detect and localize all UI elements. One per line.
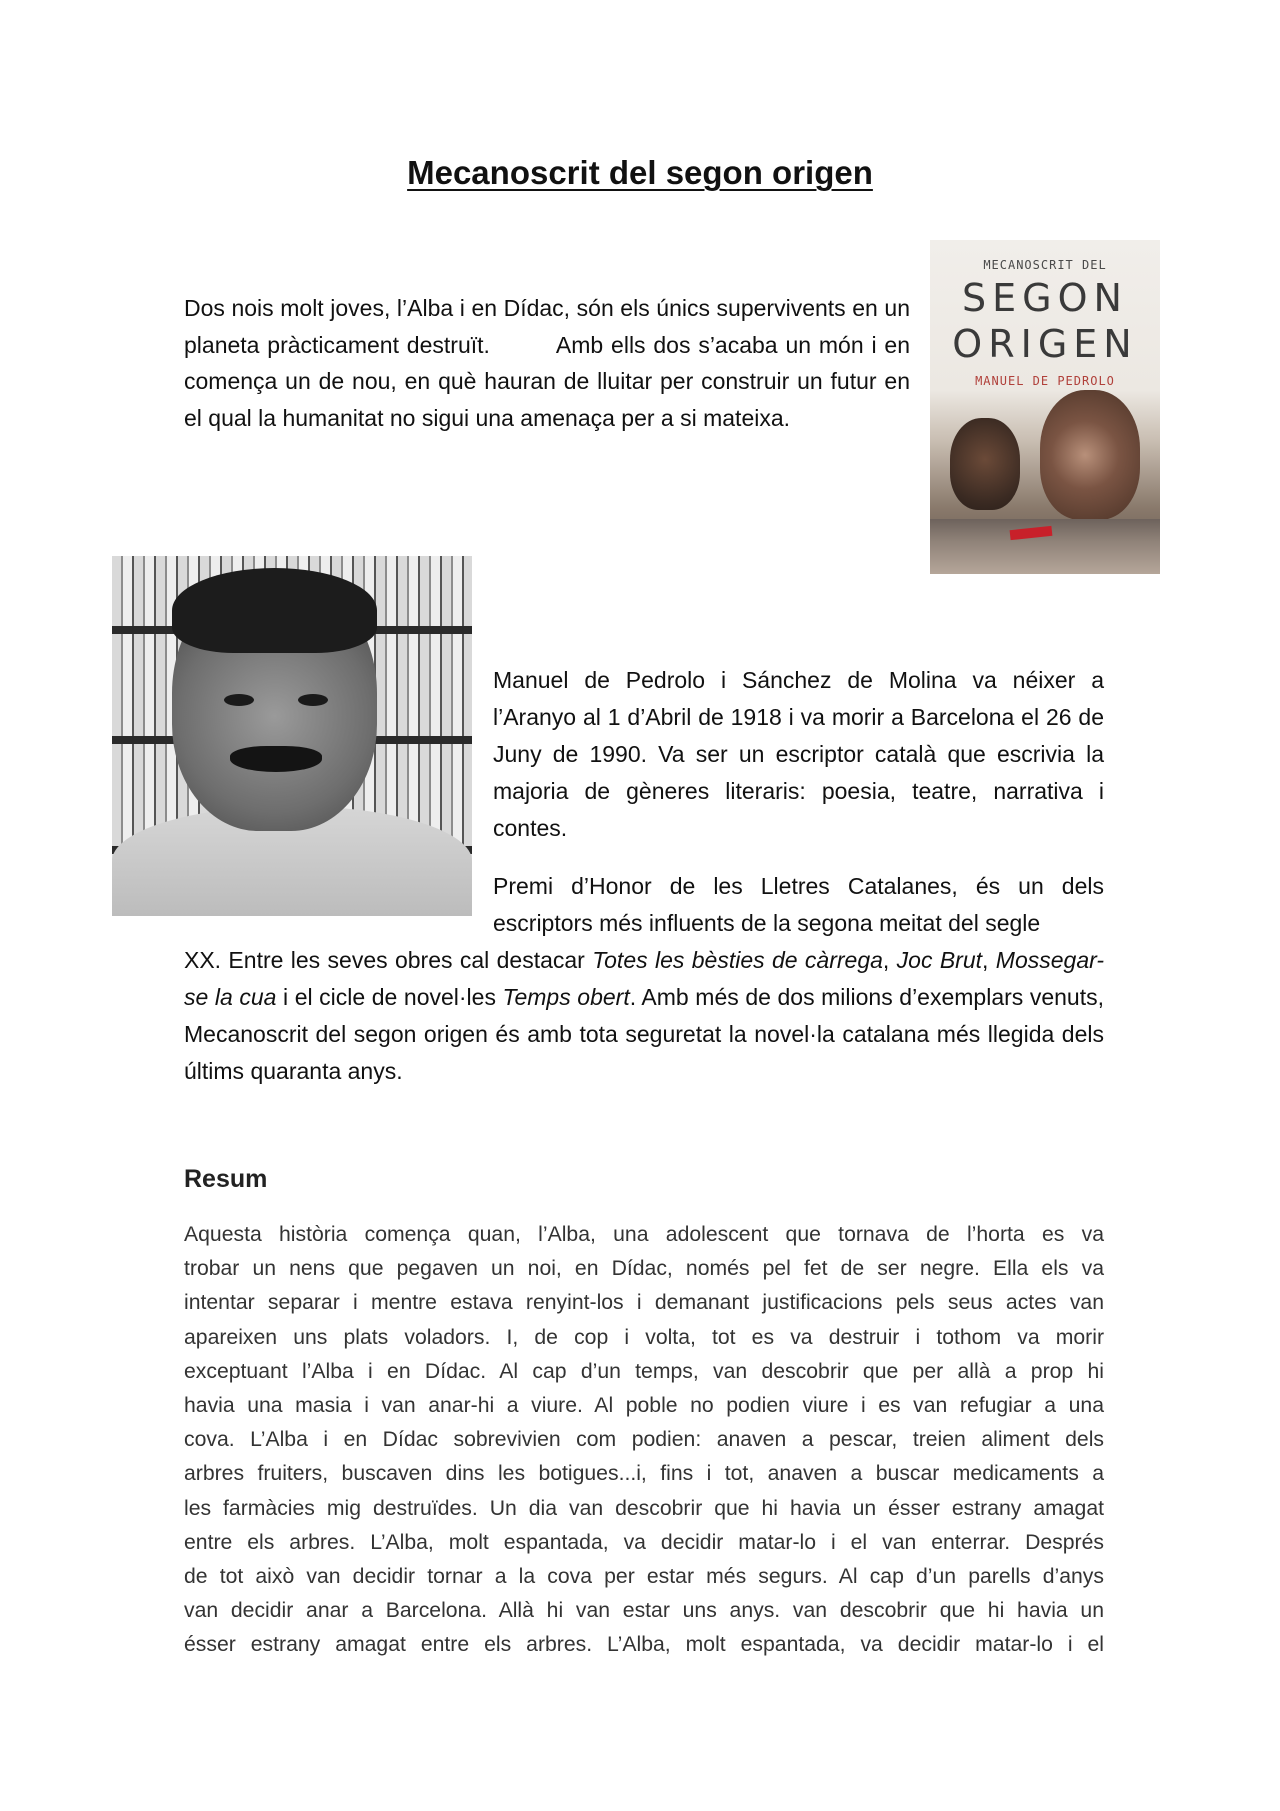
resum-line: entre els arbres. L’Alba, molt espantada, va decidir matar-lo i el van enterrar. Després	[184, 1530, 1104, 1554]
resum-paragraph	[184, 1218, 1104, 1663]
photo-moustache	[230, 746, 322, 772]
work-title: Mossegar-se la cua	[184, 947, 1105, 1010]
bio-text: XX. Entre les seves obres cal destacar	[184, 947, 593, 973]
cover-title-line-2: ORIGEN	[952, 322, 1138, 366]
author-photo	[112, 556, 472, 916]
book-cover-image	[930, 240, 1160, 574]
section-heading-resum: Resum	[184, 1165, 268, 1193]
resum-line: intentar separar i mentre estava renyint-los i demanant justificacions pels seus actes van	[184, 1291, 1104, 1315]
resum-line: apareixen uns plats voladors. I, de cop i volta, tot es va destruir i tothom va morir	[184, 1325, 1104, 1349]
resum-line: ésser estrany amagat entre els arbres. L’Alba, molt espantada, va decidir matar-lo i el	[184, 1633, 1104, 1657]
cover-small-title: MECANOSCRIT DEL	[983, 258, 1107, 272]
resum-line: van decidir anar a Barcelona. Allà hi van estar uns anys. van descobrir que hi havia un	[184, 1599, 1104, 1623]
bio-paragraph-1: Manuel de Pedrolo i Sánchez de Molina va néixer a l’Aranyo al 1 d’Abril de 1918 i va morir a Barcelona el 26 de Juny de 1990. Va ser un escriptor català que escrivia la majoria de gèneres literaris: poesia, teatre, narrativa i contes.	[493, 667, 1104, 841]
bio-text: i el cicle de novel·les	[276, 984, 503, 1010]
bio-text: ,	[882, 947, 897, 973]
bio-text: . Amb més de dos milions d’exemplars venuts, Mecanoscrit del segon origen és amb tota seguretat la novel·la catalana més llegida dels últims quaranta anys.	[184, 984, 1105, 1084]
photo-eye	[298, 694, 328, 706]
resum-line: havia una masia i van anar-hi a viure. Al poble no podien viure i es van refugiar a una	[184, 1394, 1104, 1418]
photo-hair	[172, 568, 377, 653]
photo-eye	[224, 694, 254, 706]
resum-line: trobar un nens que pegaven un noi, en Dídac, només pel fet de ser negre. Ella els va	[184, 1257, 1104, 1281]
intro-part-1: Dos nois molt joves, l’Alba i en Dídac, són els únics supervivents en un planeta pràcticament destruït.	[184, 295, 910, 358]
work-title: Totes les bèsties de càrrega	[592, 947, 883, 973]
bio-paragraph-2-continued	[184, 942, 1104, 1090]
intro-part-2: Amb ells dos s’acaba un món i en comença un de nou, en què hauran de lluitar per construir un futur en el qual la humanitat no sigui una amenaça per a si mateixa.	[184, 331, 910, 431]
resum-line: Aquesta història comença quan, l’Alba, una adolescent que tornava de l’horta es va	[184, 1223, 1104, 1246]
bio-paragraph-2-start: Premi d’Honor de les Lletres Catalanes, és un dels escriptors més influents de la segona meitat del segle	[493, 873, 1104, 936]
cover-title-line-1: SEGON	[962, 276, 1128, 320]
cover-author: MANUEL DE PEDROLO	[975, 374, 1115, 388]
bio-text: ,	[982, 947, 996, 973]
work-title: Temps obert	[502, 984, 630, 1010]
resum-line: de tot això van decidir tornar a la cova per estar més segurs. Al cap d’un parells d’anys	[184, 1565, 1104, 1589]
cover-girl-figure	[1040, 390, 1140, 520]
resum-line: les farmàcies mig destruïdes. Un dia van descobrir que hi havia un ésser estrany amagat	[184, 1496, 1104, 1520]
page-title: Mecanoscrit del segon origen	[407, 154, 873, 191]
work-title: Joc Brut	[896, 947, 983, 973]
intro-paragraph	[184, 290, 910, 436]
resum-line: arbres fruiters, buscaven dins les botigues...i, fins i tot, anaven a buscar medicaments a	[184, 1462, 1104, 1486]
resum-line: cova. L’Alba i en Dídac sobrevivien com podien: anaven a pescar, treien aliment dels	[184, 1428, 1104, 1452]
resum-line: exceptuant l’Alba i en Dídac. Al cap d’un temps, van descobrir que per allà a prop hi	[184, 1359, 1104, 1383]
cover-boy-figure	[950, 418, 1020, 510]
